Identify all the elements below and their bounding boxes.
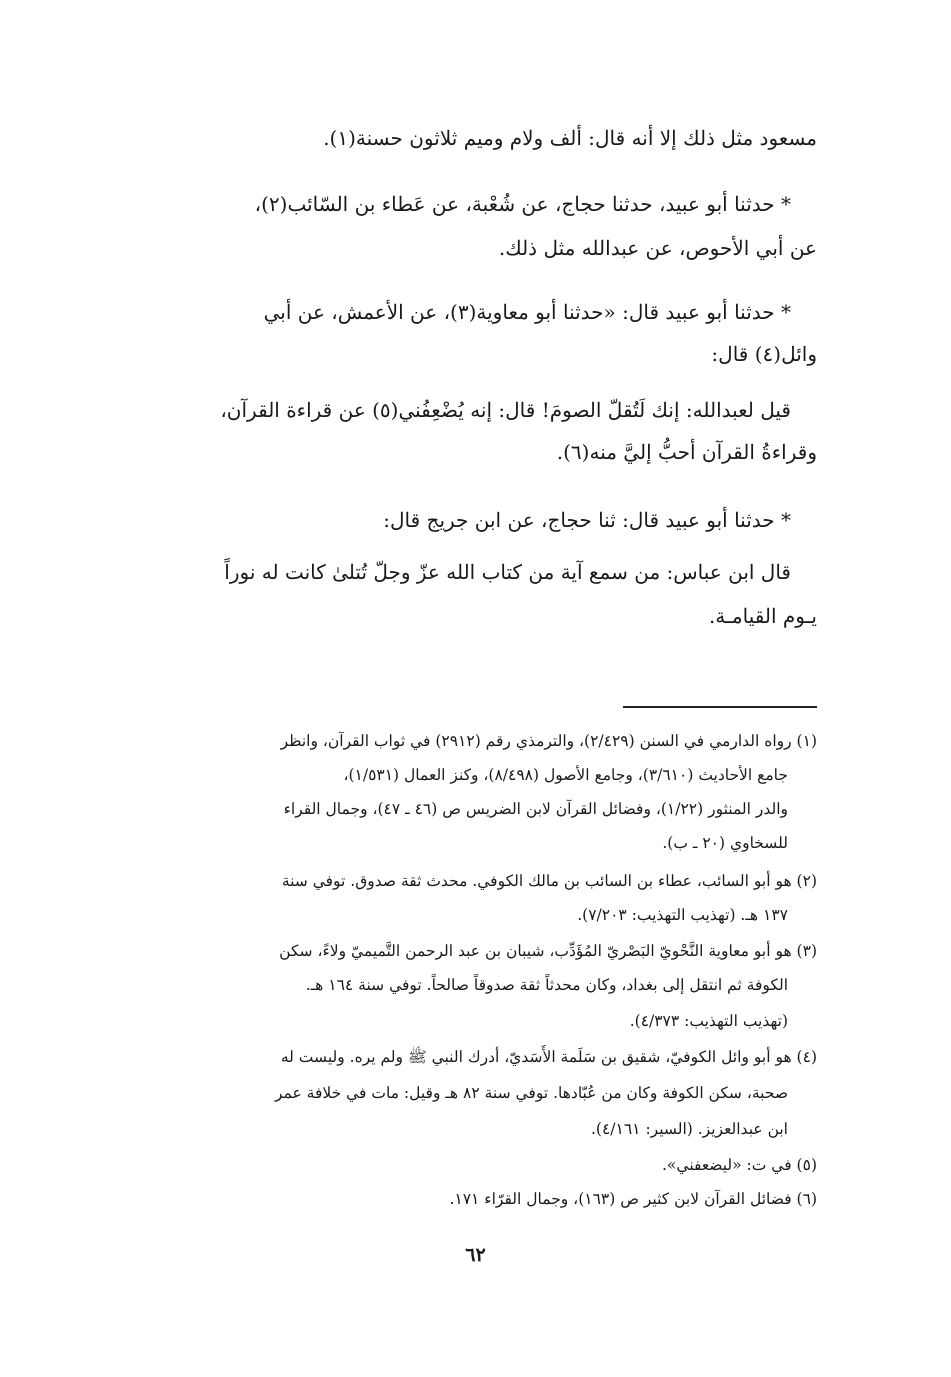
body-line: * حدثنا أبو عبيد، حدثنا حجاج، عن شُعْبة، عن عَطاء بن السّائب(٢)، [254,192,791,216]
body-line: يـوم القيامـة. [708,604,817,628]
footnote-line: (تهذيب التهذيب: ٤/٣٧٣). [629,1012,788,1030]
footnote-line: جامع الأحاديث (٣/٦١٠)، وجامع الأصول (٨/٤٩٨)، وكنز العمال (١/٥٣١)، [343,766,788,784]
footnote-line: (٤) هو أبو وائل الكوفيّ، شقيق بن سَلَمة الأَسَديّ، أدرك النبي ﷺ ولم يره. وليست له [280,1048,817,1066]
body-line: قال ابن عباس: من سمع آية من كتاب الله عزّ وجلّ تُتلىٰ كانت له نوراً [224,560,791,584]
footnote-line: الكوفة ثم انتقل إلى بغداد، وكان محدثاً ثقة صدوقاً صالحاً. توفي سنة ١٦٤ هـ. [305,976,788,994]
body-line: * حدثنا أبو عبيد قال: ثنا حجاج، عن ابن جريج قال: [383,508,791,532]
footnote-line: (٢) هو أبو السائب، عطاء بن السائب بن مالك الكوفي. محدث ثقة صدوق. توفي سنة [281,872,817,890]
body-line: وقراءةُ القرآن أحبُّ إليَّ منه(٦). [556,440,817,464]
footnote-line: والدر المنثور (١/٢٢)، وفضائل القرآن لابن الضريس ص (٤٦ ـ ٤٧)، وجمال القراء [283,800,788,818]
body-line: وائل(٤) قال: [711,342,817,366]
footnote-line: ابن عبدالعزيز. (السير: ٤/١٦١). [591,1120,788,1138]
footnote-line: للسخاوي (٢٠ ـ ب). [662,834,788,852]
footnote-line: ١٣٧ هـ. (تهذيب التهذيب: ٧/٢٠٣). [577,906,788,924]
body-line: مسعود مثل ذلك إلا أنه قال: ألف ولام وميم ثلاثون حسنة(١). [323,126,817,150]
footnote-line: (٥) في ت: «ليضعفني». [661,1156,817,1174]
footnote-line: (١) رواه الدارمي في السنن (٢/٤٢٩)، والترمذي رقم (٢٩١٢) في ثواب القرآن، وانظر [280,732,817,750]
body-line: * حدثنا أبو عبيد قال: «حدثنا أبو معاوية(٣)، عن الأعمش، عن أبي [263,300,791,324]
body-line: قيل لعبدالله: إنك لَتُقلّ الصومَ! قال: إنه يُضْعِفُني(٥) عن قراءة القرآن، [220,398,791,422]
body-line: عن أبي الأحوص، عن عبدالله مثل ذلك. [498,236,817,260]
page-number: ٦٢ [465,1244,486,1266]
footnote-line: (٣) هو أبو معاوية النَّحْويّ البَصْريّ المُؤَدِّب، شيبان بن عبد الرحمن التَّميميّ ولاءً، سكن [279,942,817,960]
footnote-line: صحبة، سكن الكوفة وكان من عُبّادها. توفي سنة ٨٢ هـ وقيل: مات في خلافة عمر [274,1084,788,1102]
footnote-line: (٦) فضائل القرآن لابن كثير ص (١٦٣)، وجمال القرّاء ١٧١. [449,1190,817,1208]
footnote-separator [623,706,817,708]
